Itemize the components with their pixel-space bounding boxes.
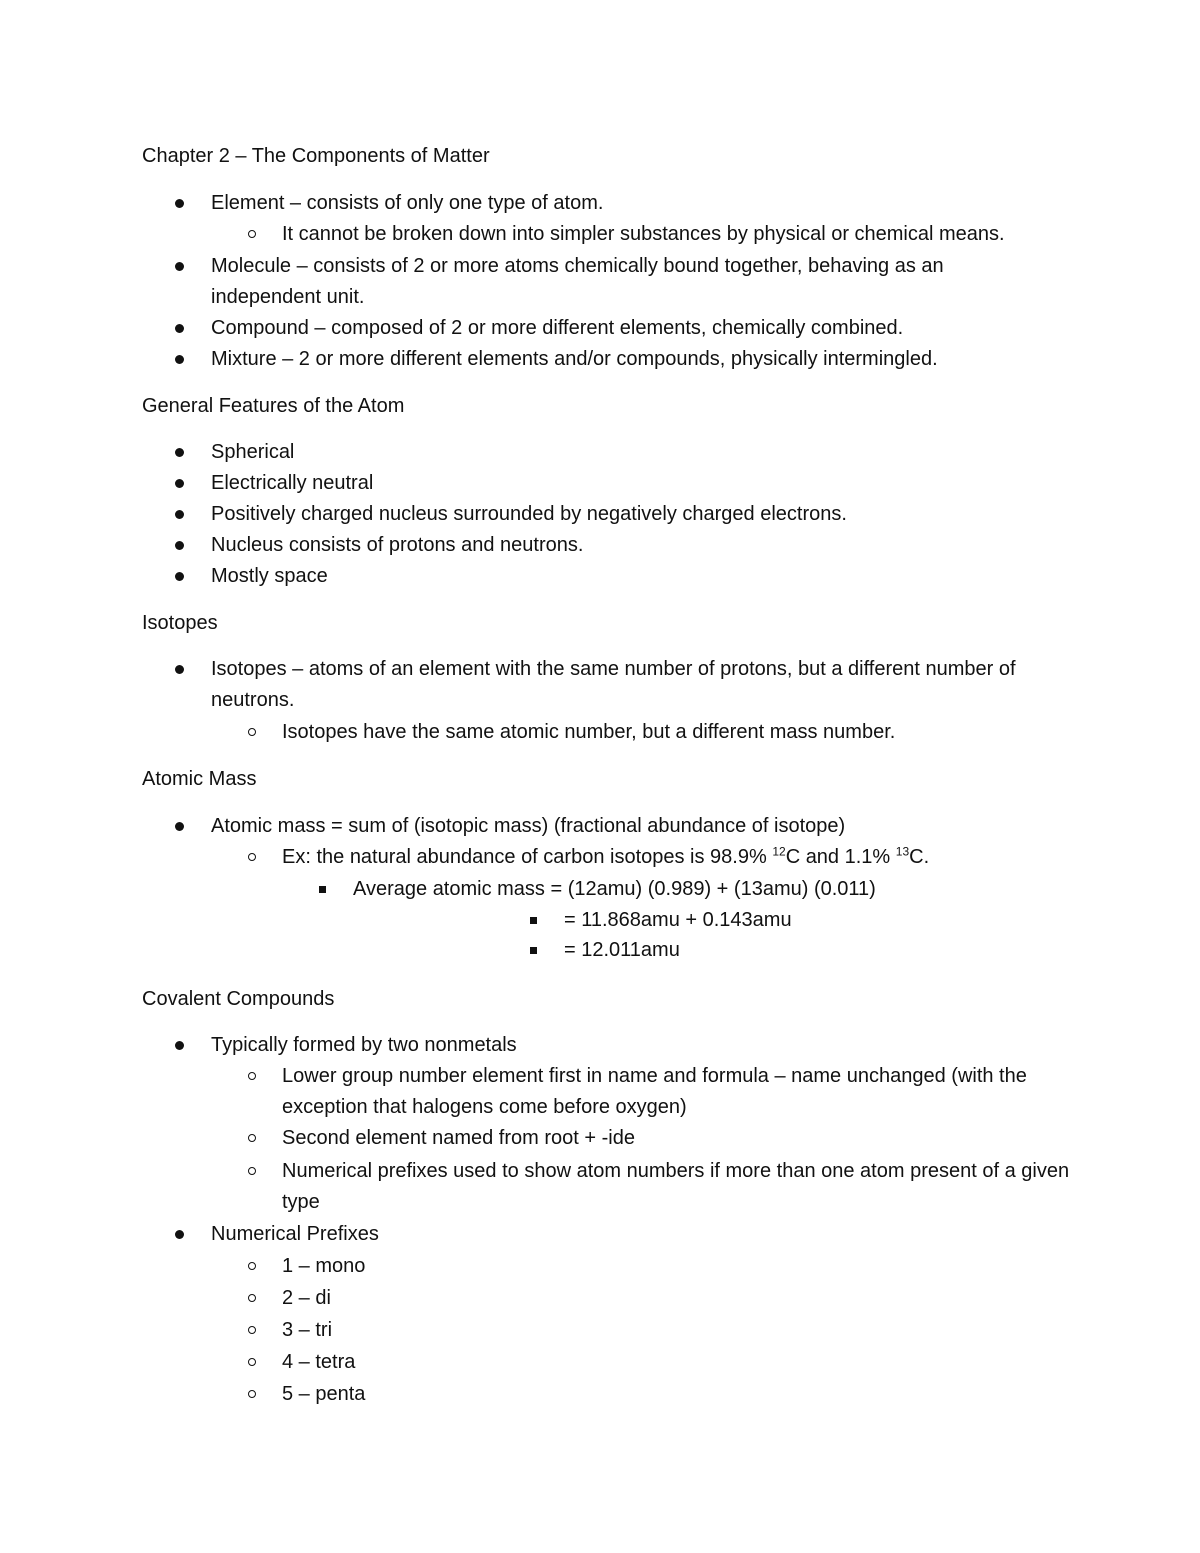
- isotope-superscript-12: 12: [772, 844, 786, 859]
- list-item-isotopes: [211, 654, 1041, 716]
- example-suffix: C.: [909, 846, 930, 868]
- sub-list-item: [282, 1061, 1082, 1123]
- list-item-text: Compound – composed of 2 or more different elements, chemically combined.: [211, 317, 904, 339]
- list-item-text: Second element named from root + -ide: [282, 1127, 635, 1149]
- example-mid: C and 1.1%: [785, 846, 896, 868]
- list-item: [211, 530, 1041, 561]
- list-item-prefixes: [211, 1219, 1041, 1250]
- bullet-circle-icon: [248, 1294, 256, 1302]
- bullet-circle-icon: [248, 230, 256, 238]
- list-item-text: Spherical: [211, 441, 295, 463]
- bullet-disc-icon: [175, 355, 184, 364]
- example-prefix: Ex: the natural abundance of carbon isotopes is 98.9%: [282, 846, 773, 868]
- sub-list-item: [282, 1156, 1082, 1218]
- list-item-mixture: [211, 344, 1041, 375]
- sub-list-item-example: [282, 842, 1082, 873]
- example-text: [282, 842, 1082, 873]
- section-heading-atom-features: General Features of the Atom: [142, 395, 405, 417]
- list-item-text: Typically formed by two nonmetals: [211, 1034, 517, 1056]
- list-item-text: 1 – mono: [282, 1255, 366, 1277]
- list-item-text: = 12.011amu: [564, 939, 680, 961]
- section-heading-atomic-mass: Atomic Mass: [142, 768, 257, 790]
- calculation-step: [564, 905, 1064, 936]
- bullet-disc-icon: [175, 541, 184, 550]
- list-item-text: Average atomic mass = (12amu) (0.989) + (13amu) (0.011): [353, 878, 876, 900]
- bullet-disc-icon: [175, 479, 184, 488]
- bullet-circle-icon: [248, 1390, 256, 1398]
- list-item-text: Mostly space: [211, 565, 328, 587]
- bullet-disc-icon: [175, 572, 184, 581]
- list-item: [211, 468, 1041, 499]
- bullet-circle-icon: [248, 853, 256, 861]
- list-item-compound: [211, 313, 1041, 344]
- list-item-text: Isotopes have the same atomic number, but a different mass number.: [282, 721, 896, 743]
- chapter-title: Chapter 2 – The Components of Matter: [142, 145, 490, 167]
- bullet-disc-icon: [175, 199, 184, 208]
- prefix-item: [282, 1379, 1082, 1410]
- bullet-circle-icon: [248, 1134, 256, 1142]
- sub-sub-list-item: [353, 874, 1053, 905]
- list-item: [211, 561, 1041, 592]
- list-item-text: It cannot be broken down into simpler substances by physical or chemical means.: [282, 223, 1005, 245]
- bullet-square-icon: [530, 917, 537, 924]
- bullet-disc-icon: [175, 510, 184, 519]
- list-item-text: Positively charged nucleus surrounded by negatively charged electrons.: [211, 503, 847, 525]
- list-item-element: [211, 188, 1041, 219]
- sub-list-item: [282, 717, 1082, 748]
- bullet-disc-icon: [175, 822, 184, 831]
- list-item-text: Lower group number element first in name and formula – name unchanged (with the exception that halogens come before oxygen): [282, 1065, 1027, 1118]
- bullet-circle-icon: [248, 1167, 256, 1175]
- list-item-typically: [211, 1030, 1041, 1061]
- list-item-text: Numerical prefixes used to show atom numbers if more than one atom present of a given type: [282, 1160, 1070, 1213]
- prefix-item: [282, 1315, 1082, 1346]
- list-item-text: Mixture – 2 or more different elements and/or compounds, physically intermingled.: [211, 348, 938, 370]
- bullet-disc-icon: [175, 262, 184, 271]
- isotope-superscript-13: 13: [895, 844, 910, 859]
- prefix-item: [282, 1347, 1082, 1378]
- calculation-step: [564, 935, 1064, 966]
- section-heading-covalent: Covalent Compounds: [142, 988, 335, 1010]
- list-item-text: Numerical Prefixes: [211, 1223, 379, 1245]
- bullet-disc-icon: [175, 324, 184, 333]
- list-item-atomic-mass: [211, 811, 1041, 842]
- list-item-text: Element – consists of only one type of atom.: [211, 192, 604, 214]
- list-item: [211, 499, 1041, 530]
- bullet-square-icon: [530, 947, 537, 954]
- list-item-text: Atomic mass = sum of (isotopic mass) (fractional abundance of isotope): [211, 815, 846, 837]
- bullet-circle-icon: [248, 728, 256, 736]
- bullet-circle-icon: [248, 1262, 256, 1270]
- prefix-item: [282, 1283, 1082, 1314]
- sub-list-item: [282, 1123, 1082, 1154]
- list-item-molecule: [211, 251, 1041, 313]
- bullet-disc-icon: [175, 1041, 184, 1050]
- bullet-circle-icon: [248, 1326, 256, 1334]
- bullet-circle-icon: [248, 1358, 256, 1366]
- bullet-circle-icon: [248, 1072, 256, 1080]
- bullet-disc-icon: [175, 1230, 184, 1239]
- section-heading-isotopes: Isotopes: [142, 612, 218, 634]
- list-item: [211, 437, 1041, 468]
- list-item-text: = 11.868amu + 0.143amu: [564, 909, 792, 931]
- prefix-item: [282, 1251, 1082, 1282]
- list-item-text: 4 – tetra: [282, 1351, 356, 1373]
- list-item-text: 3 – tri: [282, 1319, 333, 1341]
- list-item-text: 5 – penta: [282, 1383, 366, 1405]
- list-item-text: Molecule – consists of 2 or more atoms chemically bound together, behaving as an independent unit.: [211, 255, 944, 308]
- bullet-square-icon: [319, 886, 326, 893]
- list-item-text: 2 – di: [282, 1287, 331, 1309]
- list-item-text: Nucleus consists of protons and neutrons.: [211, 534, 584, 556]
- bullet-disc-icon: [175, 665, 184, 674]
- list-item-text: Isotopes – atoms of an element with the same number of protons, but a different number of neutrons.: [211, 658, 1016, 711]
- list-item-text: Electrically neutral: [211, 472, 374, 494]
- sub-list-item: [282, 219, 1082, 250]
- bullet-disc-icon: [175, 448, 184, 457]
